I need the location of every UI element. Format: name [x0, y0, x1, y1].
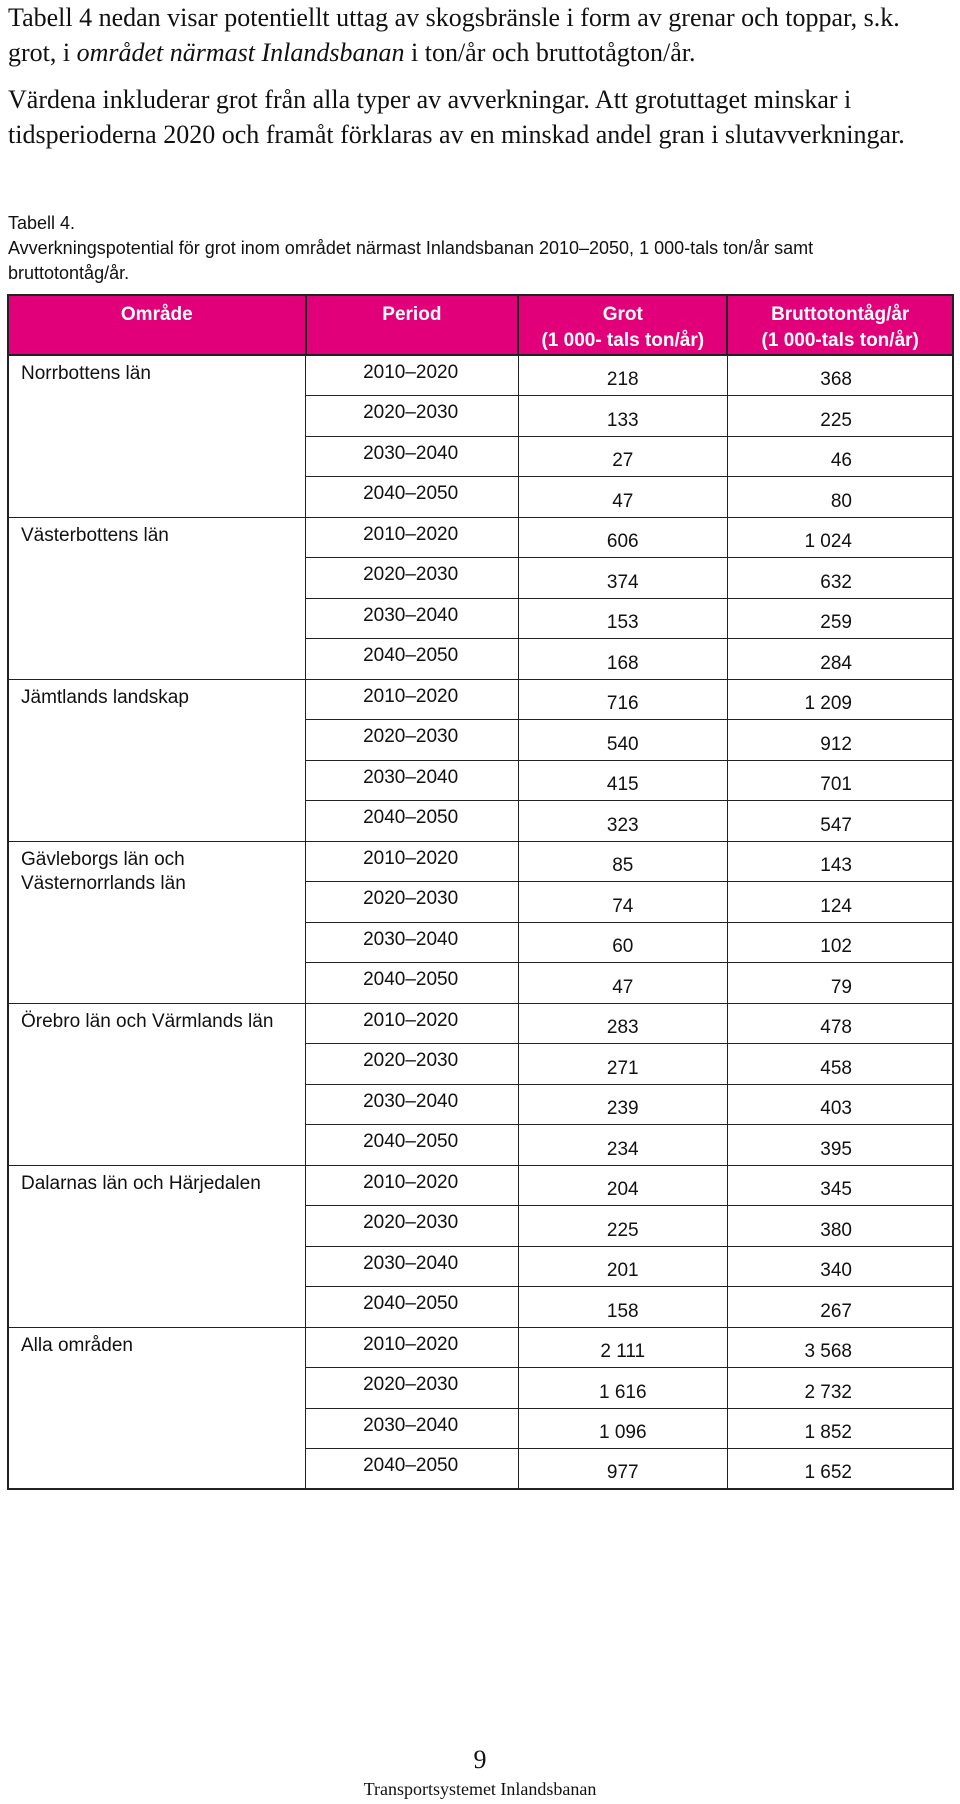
grot-cell: 74 [518, 882, 727, 923]
grot-cell: 606 [518, 517, 727, 558]
brutto-cell: 2 732 [727, 1368, 953, 1409]
intro-text-a: Tabell 4 nedan visar potentiellt uttag av skogsbränsle i form av grenar och toppar, s.k. grot, i [8, 3, 900, 67]
brutto-cell: 284 [727, 639, 953, 680]
brutto-cell: 458 [727, 1044, 953, 1085]
period-cell: 2010–2020 [306, 355, 519, 396]
grot-cell: 204 [518, 1165, 727, 1206]
period-cell: 2040–2050 [306, 801, 519, 842]
grot-cell: 716 [518, 679, 727, 720]
brutto-cell: 1 652 [727, 1449, 953, 1490]
area-cell: Västerbottens län [8, 517, 306, 679]
grot-cell: 374 [518, 558, 727, 599]
period-cell: 2010–2020 [306, 1165, 519, 1206]
period-cell: 2030–2040 [306, 436, 519, 477]
table-row [8, 679, 953, 720]
period-cell: 2020–2030 [306, 396, 519, 437]
brutto-cell: 46 [727, 436, 953, 477]
grot-cell: 201 [518, 1246, 727, 1287]
period-cell: 2030–2040 [306, 922, 519, 963]
grot-cell: 225 [518, 1206, 727, 1247]
table-caption-label: Tabell 4. [8, 213, 76, 233]
grot-cell: 27 [518, 436, 727, 477]
grot-cell: 2 111 [518, 1327, 727, 1368]
brutto-cell: 632 [727, 558, 953, 599]
brutto-cell: 380 [727, 1206, 953, 1247]
area-cell: Jämtlands landskap [8, 679, 306, 841]
period-cell: 2030–2040 [306, 1246, 519, 1287]
brutto-cell: 102 [727, 922, 953, 963]
grot-cell: 60 [518, 922, 727, 963]
brutto-cell: 80 [727, 477, 953, 518]
brutto-cell: 701 [727, 760, 953, 801]
header-brutto-unit: (1 000-tals ton/år) [761, 330, 919, 351]
brutto-cell: 1 209 [727, 679, 953, 720]
period-cell: 2040–2050 [306, 639, 519, 680]
period-cell: 2020–2030 [306, 1368, 519, 1409]
area-cell: Alla områden [8, 1327, 306, 1489]
table-body [8, 355, 953, 1489]
period-cell: 2040–2050 [306, 963, 519, 1004]
table-row [8, 1165, 953, 1206]
intro-text-b: i ton/år och bruttotågton/år. [404, 38, 696, 67]
table-row [8, 1003, 953, 1044]
footer-text: Transportsystemet Inlandsbanan [363, 1779, 597, 1799]
brutto-cell: 259 [727, 598, 953, 639]
grot-cell: 234 [518, 1125, 727, 1166]
grot-cell: 1 616 [518, 1368, 727, 1409]
table-header-row [8, 295, 953, 355]
intro-paragraph-2: Värdena inkluderar grot från alla typer av avverkningar. Att grotuttaget minskar i tidsperioderna 2020 och framåt förklaras av en minskad andel gran i slutavverkningar. [8, 85, 905, 149]
grot-cell: 168 [518, 639, 727, 680]
period-cell: 2040–2050 [306, 1125, 519, 1166]
table-row [8, 355, 953, 396]
brutto-cell: 395 [727, 1125, 953, 1166]
grot-cell: 415 [518, 760, 727, 801]
header-brutto [727, 295, 953, 355]
brutto-cell: 478 [727, 1003, 953, 1044]
brutto-cell: 79 [727, 963, 953, 1004]
grot-cell: 158 [518, 1287, 727, 1328]
grot-cell: 47 [518, 963, 727, 1004]
period-cell: 2030–2040 [306, 1408, 519, 1449]
header-grot-unit: (1 000- tals ton/år) [541, 330, 705, 351]
period-cell: 2010–2020 [306, 1003, 519, 1044]
header-grot [518, 295, 727, 355]
table-row [8, 517, 953, 558]
grot-cell: 47 [518, 477, 727, 518]
header-brutto-label: Bruttotontåg/år [771, 304, 910, 325]
header-area: Område [8, 295, 306, 355]
brutto-cell: 225 [727, 396, 953, 437]
area-cell: Gävleborgs län och Västernorrlands län [8, 841, 306, 1003]
brutto-cell: 1 024 [727, 517, 953, 558]
brutto-cell: 143 [727, 841, 953, 882]
table-row [8, 1327, 953, 1368]
period-cell: 2040–2050 [306, 1449, 519, 1490]
area-cell: Norrbottens län [8, 355, 306, 517]
period-cell: 2030–2040 [306, 760, 519, 801]
table-row [8, 841, 953, 882]
grot-cell: 977 [518, 1449, 727, 1490]
page-number: 9 [473, 1745, 487, 1774]
grot-cell: 540 [518, 720, 727, 761]
period-cell: 2010–2020 [306, 679, 519, 720]
brutto-cell: 3 568 [727, 1327, 953, 1368]
area-cell: Örebro län och Värmlands län [8, 1003, 306, 1165]
brutto-cell: 340 [727, 1246, 953, 1287]
table-caption: Avverkningspotential för grot inom området närmast Inlandsbanan 2010–2050, 1 000-tals ton/år samt bruttotontåg/år. [8, 238, 814, 283]
period-cell: 2010–2020 [306, 841, 519, 882]
period-cell: 2030–2040 [306, 598, 519, 639]
grot-cell: 153 [518, 598, 727, 639]
period-cell: 2020–2030 [306, 882, 519, 923]
period-cell: 2040–2050 [306, 1287, 519, 1328]
brutto-cell: 267 [727, 1287, 953, 1328]
period-cell: 2020–2030 [306, 558, 519, 599]
brutto-cell: 124 [727, 882, 953, 923]
intro-italic: området närmast Inlandsbanan [76, 38, 405, 67]
grot-cell: 271 [518, 1044, 727, 1085]
grot-cell: 1 096 [518, 1408, 727, 1449]
grot-cell: 218 [518, 355, 727, 396]
brutto-cell: 368 [727, 355, 953, 396]
intro-paragraph-1 [8, 0, 953, 70]
grot-cell: 133 [518, 396, 727, 437]
grot-cell: 323 [518, 801, 727, 842]
brutto-cell: 912 [727, 720, 953, 761]
brutto-cell: 403 [727, 1084, 953, 1125]
brutto-cell: 1 852 [727, 1408, 953, 1449]
header-grot-label: Grot [602, 304, 643, 325]
period-cell: 2030–2040 [306, 1084, 519, 1125]
period-cell: 2020–2030 [306, 1044, 519, 1085]
grot-cell: 239 [518, 1084, 727, 1125]
header-period: Period [306, 295, 519, 355]
brutto-cell: 547 [727, 801, 953, 842]
period-cell: 2020–2030 [306, 720, 519, 761]
period-cell: 2040–2050 [306, 477, 519, 518]
period-cell: 2010–2020 [306, 1327, 519, 1368]
brutto-cell: 345 [727, 1165, 953, 1206]
harvest-table [7, 294, 954, 1490]
period-cell: 2010–2020 [306, 517, 519, 558]
period-cell: 2020–2030 [306, 1206, 519, 1247]
area-cell: Dalarnas län och Härjedalen [8, 1165, 306, 1327]
grot-cell: 85 [518, 841, 727, 882]
grot-cell: 283 [518, 1003, 727, 1044]
